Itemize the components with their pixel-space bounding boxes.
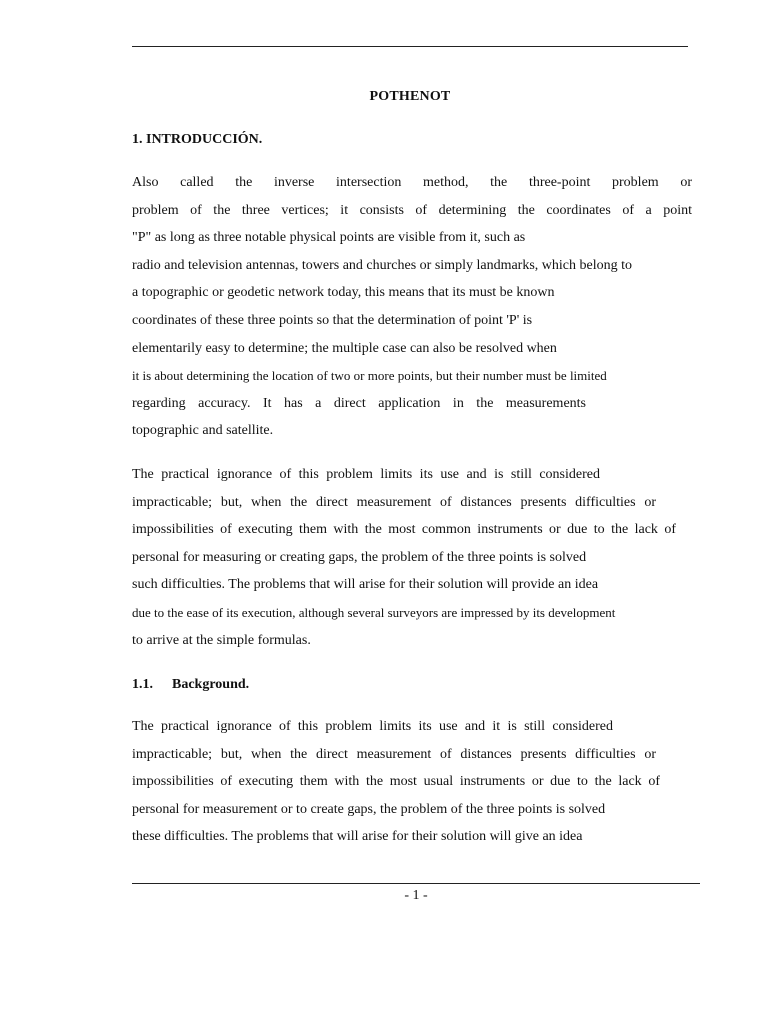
paragraph-background — [132, 717, 692, 855]
page-number: - 1 - — [404, 888, 428, 903]
text-line: The practical ignorance of this problem limits its use and is still considered — [132, 467, 600, 482]
text-line: impracticable; but, when the direct measurement of distances presents difficulties or — [132, 494, 656, 510]
text-line: these difficulties. The problems that will arise for their solution will give an idea — [132, 829, 583, 845]
text-line: radio and television antennas, towers and churches or simply landmarks, which belong to — [132, 257, 632, 273]
paragraph-intro-1 — [132, 173, 692, 449]
text-line: a topographic or geodetic network today, this means that its must be known — [132, 285, 555, 301]
text-line: personal for measuring or creating gaps, the problem of the three points is solved — [132, 549, 587, 565]
text-line: impossibilities of executing them with the most usual instruments or due to the lack of — [132, 774, 660, 790]
section-heading-introduccion: 1. INTRODUCCIÓN. — [132, 132, 263, 147]
text-line: to arrive at the simple formulas. — [132, 632, 311, 648]
paragraph-intro-2 — [132, 465, 692, 658]
text-line: The practical ignorance of this problem limits its use and it is still considered — [132, 719, 613, 734]
text-line: impossibilities of executing them with the most common instruments or due to the lack of — [132, 522, 676, 538]
document-title: POTHENOT — [369, 89, 451, 104]
text-line: regarding accuracy. It has a direct application in the measurements — [132, 395, 586, 411]
text-line: "P" as long as three notable physical points are visible from it, such as — [132, 230, 526, 246]
text-line: topographic and satellite. — [132, 423, 274, 439]
header-rule — [132, 46, 688, 47]
subsection-title: Background. — [172, 677, 250, 692]
text-line: such difficulties. The problems that will arise for their solution will provide an idea — [132, 577, 599, 593]
text-line: impracticable; but, when the direct measurement of distances presents difficulties or — [132, 746, 656, 762]
text-line: coordinates of these three points so that the determination of point 'P' is — [132, 312, 533, 328]
text-line: it is about determining the location of two or more points, but their number must be limited — [132, 368, 607, 384]
text-line: problem of the three vertices; it consists of determining the coordinates of a point — [132, 202, 692, 218]
text-line: elementarily easy to determine; the multiple case can also be resolved when — [132, 340, 557, 356]
text-line: due to the ease of its execution, although several surveyors are impressed by its development — [132, 604, 616, 620]
text-line: Also called the inverse intersection method, the three-point problem or — [132, 175, 692, 190]
text-line: personal for measurement or to create gaps, the problem of the three points is solved — [132, 801, 606, 817]
footer-rule — [132, 883, 700, 884]
subsection-heading-background — [132, 677, 249, 693]
subsection-number: 1.1. — [132, 677, 153, 692]
